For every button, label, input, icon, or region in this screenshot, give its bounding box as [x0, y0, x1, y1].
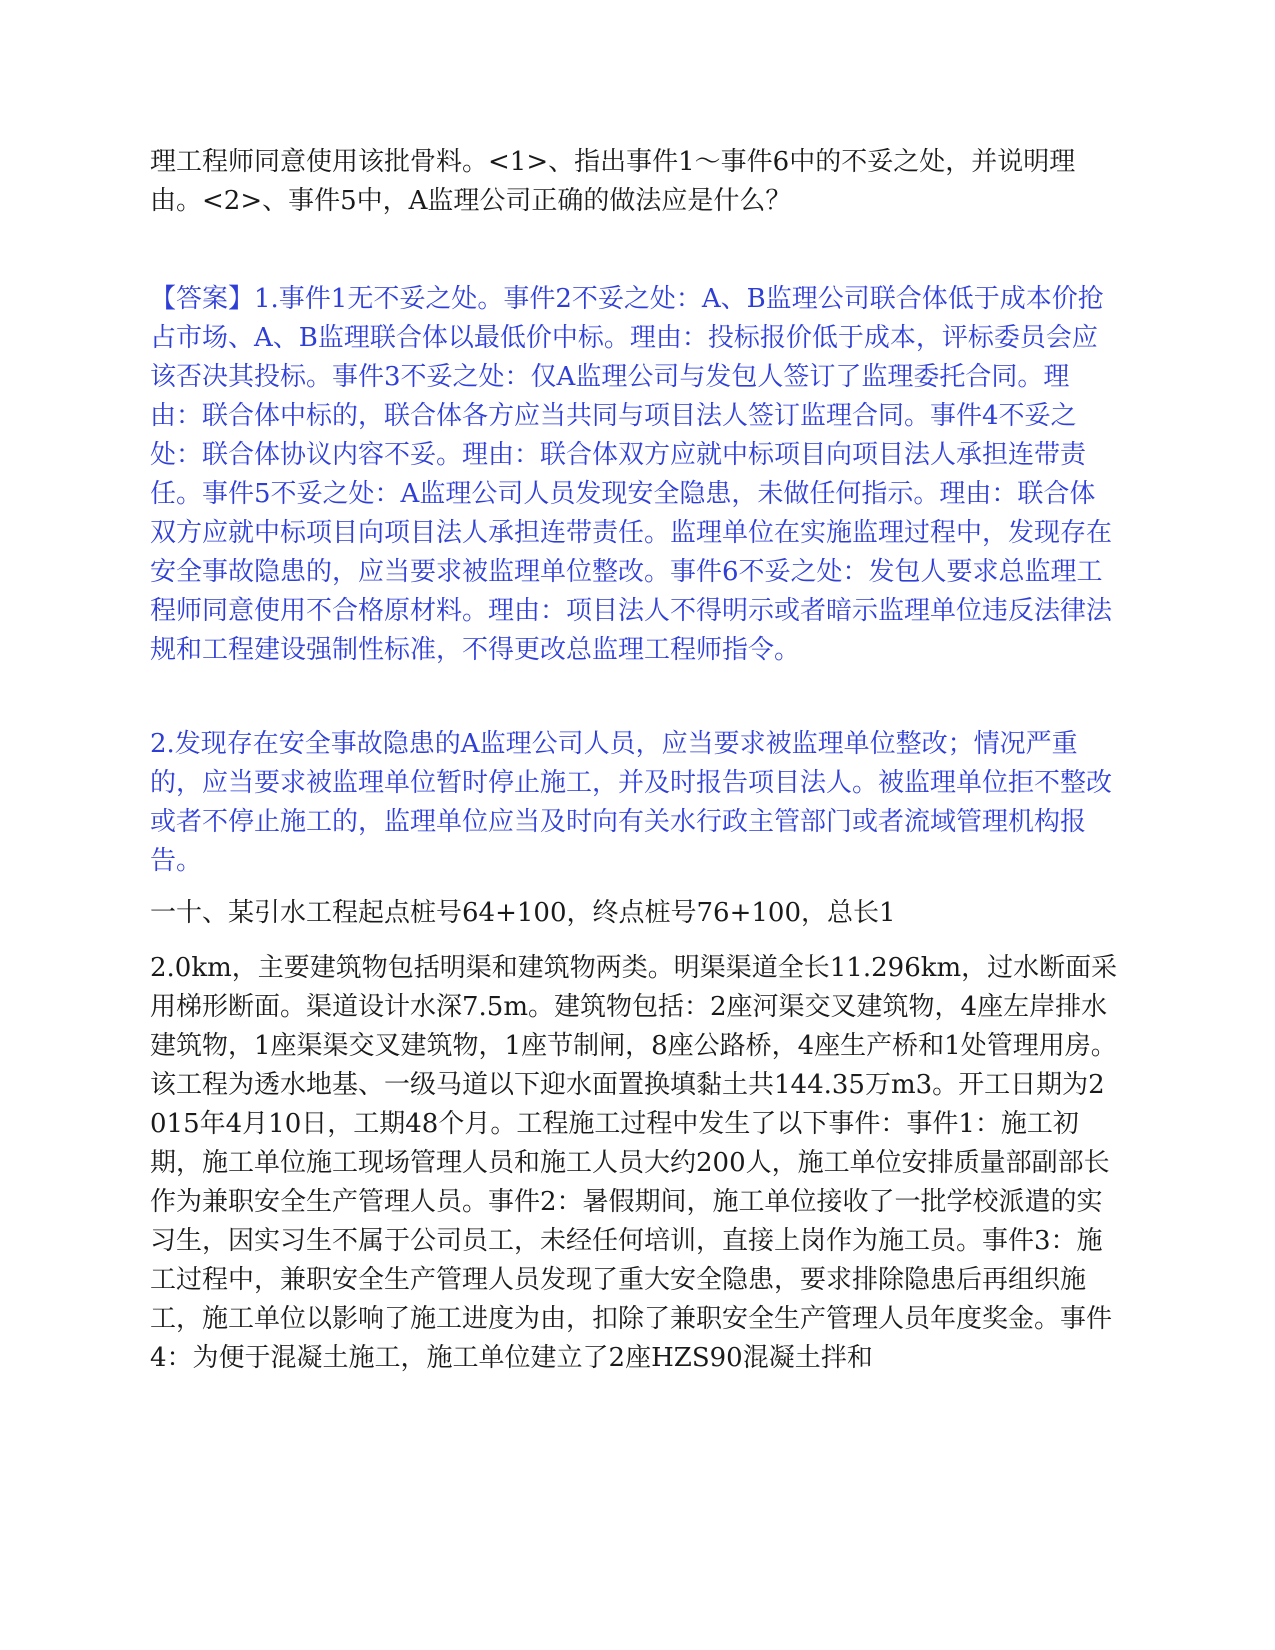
answer-paragraph-1: 【答案】1.事件1无不妥之处。事件2不妥之处：A、B监理公司联合体低于成本价抢占市场、A、B监理联合体以最低价中标。理由：投标报价低于成本，评标委员会应该否决其投标。事件3不妥之处：仅A监理公司与发包人签订了监理委托合同。理由：联合体中标的，联合体各方应当共同与项目法人签订监理合同。事件4不妥之处：联合体协议内容不妥。理由：联合体双方应就中标项目向项目法人承担连带责任。事件5不妥之处：A监理公司人员发现安全隐患，未做任何指示。理由：联合体双方应就中标项目向项目法人承担连带责任。监理单位在实施监理过程中，发现存在安全事故隐患的，应当要求被监理单位整改。事件6不妥之处：发包人要求总监理工程师同意使用不合格原材料。理由：项目法人不得明示或者暗示监理单位违反法律法规和工程建设强制性标准，不得更改总监理工程师指令。	[150, 284, 1113, 665]
question-10-heading: 一十、某引水工程起点桩号64+100，终点桩号76+100，总长1	[150, 898, 896, 928]
question-text: 理工程师同意使用该批骨料。<1>、指出事件1～事件6中的不妥之处，并说明理由。<2>、事件5中，A监理公司正确的做法应是什么？	[150, 147, 1076, 216]
question-10-body: 2.0km，主要建筑物包括明渠和建筑物两类。明渠渠道全长11.296km，过水断面采用梯形断面。渠道设计水深7.5m。建筑物包括：2座河渠交叉建筑物，4座左岸排水建筑物，1座渠渠交叉建筑物，1座节制闸，8座公路桥，4座生产桥和1处管理用房。该工程为透水地基、一级马道以下迎水面置换填黏土共144.35万m3。开工日期为2015年4月10日，工期48个月。工程施工过程中发生了以下事件：事件1：施工初期，施工单位施工现场管理人员和施工人员大约200人，施工单位安排质量部副部长作为兼职安全生产管理人员。事件2：暑假期间，施工单位接收了一批学校派遣的实习生，因实习生不属于公司员工，未经任何培训，直接上岗作为施工员。事件3：施工过程中，兼职安全生产管理人员发现了重大安全隐患，要求排除隐患后再组织施工，施工单位以影响了施工进度为由，扣除了兼职安全生产管理人员年度奖金。事件4：为便于混凝土施工，施工单位建立了2座HZS90混凝土拌和	[150, 953, 1118, 1373]
answer-paragraph-2: 2.发现存在安全事故隐患的A监理公司人员，应当要求被监理单位整改；情况严重的，应当要求被监理单位暂时停止施工，并及时报告项目法人。被监理单位拒不整改或者不停止施工的，监理单位应当及时向有关水行政主管部门或者流域管理机构报告。	[150, 729, 1113, 876]
